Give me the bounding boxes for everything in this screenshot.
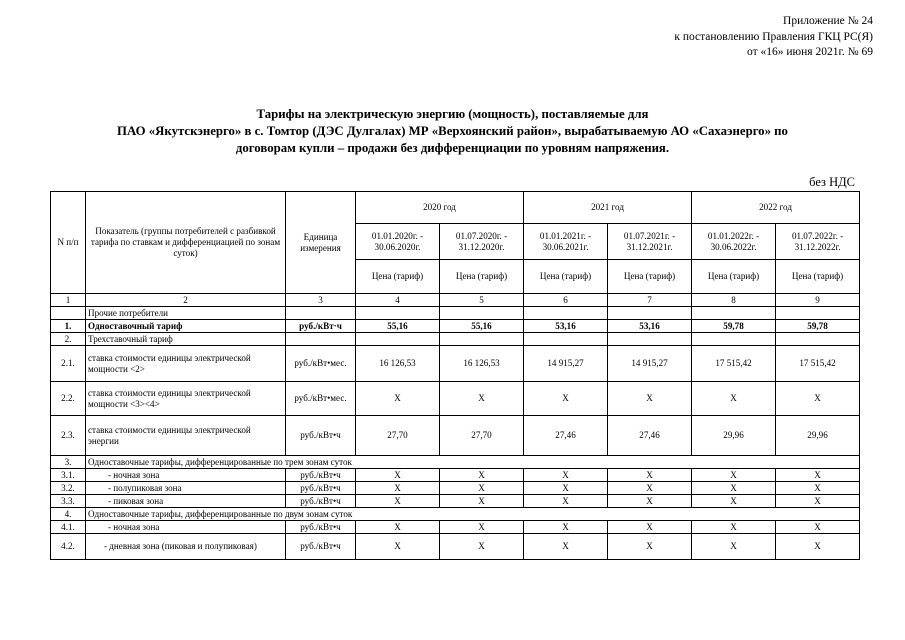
row-value: 29,96 <box>692 416 776 456</box>
row-value: X <box>356 534 440 560</box>
row-value: X <box>440 469 524 482</box>
empty-cell <box>776 333 860 346</box>
row-value: X <box>776 521 860 534</box>
appendix-header <box>674 14 873 61</box>
header-period: 01.01.2020г. - 30.06.2020г. <box>356 224 440 260</box>
row-value: X <box>440 534 524 560</box>
document-title <box>40 106 865 157</box>
empty-cell <box>286 307 356 320</box>
row-name: - дневная зона (пиковая и полупиковая) <box>86 534 286 560</box>
header-period: 01.01.2021г. - 30.06.2021г. <box>524 224 608 260</box>
row-value: 27,46 <box>608 416 692 456</box>
row-unit: руб./кВт•ч <box>286 469 356 482</box>
row-value: 27,70 <box>440 416 524 456</box>
row-unit: руб./кВт•мес. <box>286 382 356 416</box>
row-value: 59,78 <box>692 320 776 333</box>
appendix-line-1: Приложение № 24 <box>783 15 873 27</box>
column-number-row <box>51 294 860 307</box>
row-value: X <box>524 382 608 416</box>
header-year-2021: 2021 год <box>524 192 692 224</box>
row-value: 53,16 <box>524 320 608 333</box>
row-value: X <box>440 482 524 495</box>
col-number: 9 <box>776 294 860 307</box>
table-row <box>51 416 860 456</box>
row-name: Прочие потребители <box>86 307 286 320</box>
row-value: X <box>356 521 440 534</box>
table-row <box>51 456 860 469</box>
tariff-table <box>50 191 860 560</box>
row-name: Трехставочный тариф <box>86 333 286 346</box>
empty-cell <box>356 333 440 346</box>
empty-cell <box>286 333 356 346</box>
row-value: X <box>776 469 860 482</box>
row-name: ставка стоимости единицы электрической мощности <3><4> <box>86 382 286 416</box>
row-value: X <box>608 382 692 416</box>
col-number: 5 <box>440 294 524 307</box>
row-num: 3.3. <box>51 495 86 508</box>
row-value: X <box>608 495 692 508</box>
row-num: 3.2. <box>51 482 86 495</box>
row-unit: руб./кВт•ч <box>286 482 356 495</box>
empty-cell <box>692 333 776 346</box>
appendix-line-3: от «16» июня 2021г. № 69 <box>747 46 873 58</box>
table-row <box>51 495 860 508</box>
row-value: 17 515,42 <box>776 346 860 382</box>
row-unit: руб./кВт•ч <box>286 416 356 456</box>
row-value: X <box>692 382 776 416</box>
col-number: 1 <box>51 294 86 307</box>
col-number: 3 <box>286 294 356 307</box>
row-value: 27,46 <box>524 416 608 456</box>
table-row <box>51 521 860 534</box>
empty-cell <box>51 307 86 320</box>
row-num: 2.3. <box>51 416 86 456</box>
row-value: X <box>692 495 776 508</box>
table-row <box>51 320 860 333</box>
col-number: 2 <box>86 294 286 307</box>
row-value: X <box>356 382 440 416</box>
header-period: 01.07.2020г. - 31.12.2020г. <box>440 224 524 260</box>
row-name: - ночная зона <box>86 521 286 534</box>
row-value: 14 915,27 <box>608 346 692 382</box>
row-value: X <box>776 482 860 495</box>
table-row <box>51 469 860 482</box>
row-value: X <box>692 534 776 560</box>
row-value: 16 126,53 <box>440 346 524 382</box>
row-value: 53,16 <box>608 320 692 333</box>
row-name: ставка стоимости единицы электрической мощности <2> <box>86 346 286 382</box>
header-price-label: Цена (тариф) <box>608 260 692 294</box>
row-name: Одноставочный тариф <box>86 320 286 333</box>
empty-cell <box>608 307 692 320</box>
header-year-2020: 2020 год <box>356 192 524 224</box>
header-year-2022: 2022 год <box>692 192 860 224</box>
header-price-label: Цена (тариф) <box>356 260 440 294</box>
row-num: 1. <box>51 320 86 333</box>
row-value: 55,16 <box>356 320 440 333</box>
row-name: - пиковая зона <box>86 495 286 508</box>
row-value: X <box>608 534 692 560</box>
row-name: ставка стоимости единицы электрической энергии <box>86 416 286 456</box>
row-name: - ночная зона <box>86 469 286 482</box>
row-value: X <box>356 482 440 495</box>
empty-cell <box>524 307 608 320</box>
header-row-years <box>51 192 860 224</box>
empty-cell <box>608 333 692 346</box>
row-num: 4. <box>51 508 86 521</box>
header-num: N п/п <box>51 192 86 294</box>
row-unit: руб./кВт•ч <box>286 495 356 508</box>
row-value: X <box>608 521 692 534</box>
table-row <box>51 346 860 382</box>
col-number: 7 <box>608 294 692 307</box>
empty-cell <box>524 333 608 346</box>
row-num: 3.1. <box>51 469 86 482</box>
section-name: Одноставочные тарифы, дифференцированные по трем зонам суток <box>86 456 860 469</box>
row-value: X <box>356 469 440 482</box>
row-value: X <box>524 469 608 482</box>
row-value: X <box>524 482 608 495</box>
col-number: 4 <box>356 294 440 307</box>
empty-cell <box>356 307 440 320</box>
empty-cell <box>776 307 860 320</box>
row-value: 59,78 <box>776 320 860 333</box>
row-value: 17 515,42 <box>692 346 776 382</box>
row-value: 16 126,53 <box>356 346 440 382</box>
row-num: 2.1. <box>51 346 86 382</box>
row-value: X <box>776 495 860 508</box>
row-value: X <box>608 482 692 495</box>
table-row <box>51 508 860 521</box>
vat-note: без НДС <box>809 175 855 189</box>
row-value: X <box>692 469 776 482</box>
row-value: X <box>692 482 776 495</box>
appendix-line-2: к постановлению Правления ГКЦ РС(Я) <box>674 30 873 43</box>
title-line-1: Тарифы на электрическую энергию (мощность), поставляемые для <box>256 107 649 121</box>
row-value: X <box>356 495 440 508</box>
row-unit: руб./кВт•ч <box>286 534 356 560</box>
row-value: X <box>440 495 524 508</box>
table-row <box>51 482 860 495</box>
empty-cell <box>692 307 776 320</box>
row-value: X <box>524 534 608 560</box>
header-period: 01.01.2022г. - 30.06.2022г. <box>692 224 776 260</box>
header-price-label: Цена (тариф) <box>776 260 860 294</box>
row-value: X <box>776 382 860 416</box>
header-indicator: Показатель (группы потребителей с разбивкой тарифа по ставкам и дифференциацией по зонам суток) <box>86 192 286 294</box>
row-num: 4.2. <box>51 534 86 560</box>
row-value: X <box>692 521 776 534</box>
row-value: X <box>524 521 608 534</box>
row-num: 2. <box>51 333 86 346</box>
row-value: 14 915,27 <box>524 346 608 382</box>
row-num: 3. <box>51 456 86 469</box>
header-period: 01.07.2021г. - 31.12.2021г. <box>608 224 692 260</box>
row-num: 4.1. <box>51 521 86 534</box>
row-value: 55,16 <box>440 320 524 333</box>
col-number: 6 <box>524 294 608 307</box>
row-value: 29,96 <box>776 416 860 456</box>
row-value: X <box>524 495 608 508</box>
row-value: X <box>776 534 860 560</box>
row-num: 2.2. <box>51 382 86 416</box>
row-value: X <box>440 382 524 416</box>
header-price-label: Цена (тариф) <box>524 260 608 294</box>
table-row <box>51 307 860 320</box>
row-unit: руб./кВт•ч <box>286 521 356 534</box>
table-row <box>51 534 860 560</box>
row-unit: руб./кВт•мес. <box>286 346 356 382</box>
section-name: Одноставочные тарифы, дифференцированные по двум зонам суток <box>86 508 860 521</box>
row-value: X <box>608 469 692 482</box>
header-unit: Единица измерения <box>286 192 356 294</box>
row-value: X <box>440 521 524 534</box>
empty-cell <box>440 333 524 346</box>
title-line-2: ПАО «Якутскэнерго» в с. Томтор (ДЭС Дулгалах) МР «Верхоянский район», вырабатываемую АО «Сахаэнерго» по <box>117 124 788 138</box>
row-unit: руб./кВт·ч <box>286 320 356 333</box>
empty-cell <box>440 307 524 320</box>
row-value: 27,70 <box>356 416 440 456</box>
table-row <box>51 382 860 416</box>
header-price-label: Цена (тариф) <box>692 260 776 294</box>
title-line-3: договорам купли – продажи без дифференциации по уровням напряжения. <box>235 141 670 155</box>
col-number: 8 <box>692 294 776 307</box>
row-name: - полупиковая зона <box>86 482 286 495</box>
header-price-label: Цена (тариф) <box>440 260 524 294</box>
header-period: 01.07.2022г. - 31.12.2022г. <box>776 224 860 260</box>
table-row <box>51 333 860 346</box>
